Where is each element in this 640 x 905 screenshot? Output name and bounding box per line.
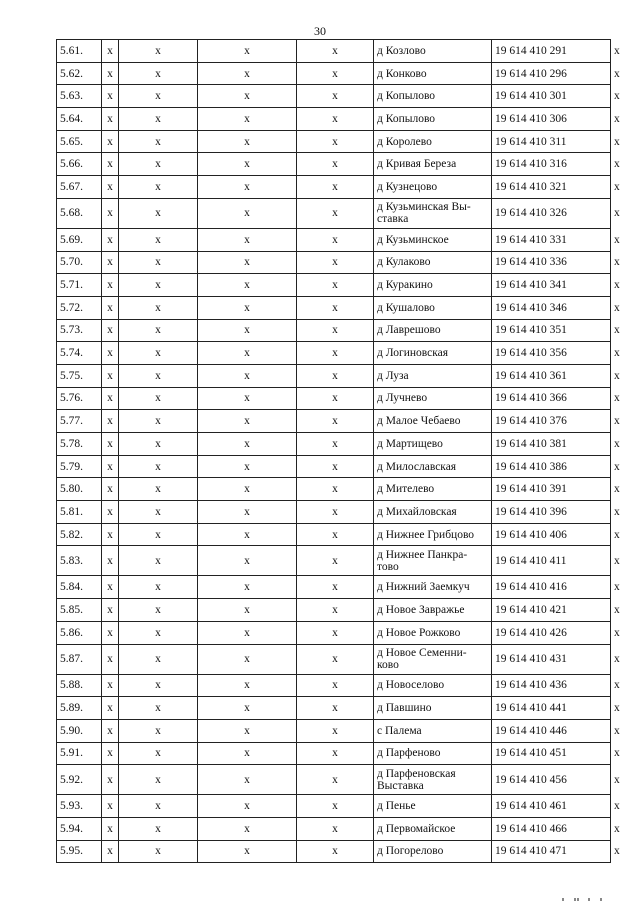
- cell-col3: x: [198, 85, 297, 108]
- cell-col2: x: [119, 176, 198, 199]
- cell-col1: x: [102, 576, 119, 599]
- cell-col4: x: [297, 795, 374, 818]
- cell-col2: x: [119, 153, 198, 176]
- settlement-name: д Мителево: [374, 478, 492, 501]
- settlement-name: д Малое Чебаево: [374, 410, 492, 433]
- settlement-name: д Новоселово: [374, 674, 492, 697]
- cell-col1: x: [102, 765, 119, 795]
- cell-col1: x: [102, 62, 119, 85]
- cell-col1: x: [102, 501, 119, 524]
- row-number: 5.65.: [57, 130, 102, 153]
- cell-col3: x: [198, 108, 297, 131]
- cell-col2: x: [119, 840, 198, 863]
- cell-col4: x: [297, 40, 374, 63]
- cell-col2: x: [119, 296, 198, 319]
- oktmo-code: 19 614 410 311: [492, 130, 611, 153]
- row-number: 5.85.: [57, 599, 102, 622]
- cell-col3: x: [198, 599, 297, 622]
- cell-col4: x: [297, 410, 374, 433]
- cell-col3: x: [198, 251, 297, 274]
- cell-col4: x: [297, 674, 374, 697]
- oktmo-code: 19 614 410 391: [492, 478, 611, 501]
- cell-col1: x: [102, 644, 119, 674]
- cell-col1: x: [102, 478, 119, 501]
- cell-col2: x: [119, 108, 198, 131]
- settlement-name: д Кузьминская Вы-ставка: [374, 198, 492, 228]
- cell-col3: x: [198, 433, 297, 456]
- cell-col4: x: [297, 274, 374, 297]
- row-number: 5.62.: [57, 62, 102, 85]
- settlement-name: д Лаврешово: [374, 319, 492, 342]
- cell-col4: x: [297, 742, 374, 765]
- cell-col1: x: [102, 674, 119, 697]
- table-row: 5.81. x x x x д Михайловская 19 614 410 396 x: [57, 501, 611, 524]
- row-number: 5.81.: [57, 501, 102, 524]
- table-body: [57, 40, 620, 863]
- cell-col4: x: [297, 319, 374, 342]
- table-row: 5.76. x x x x д Лучнево 19 614 410 366 x: [57, 387, 611, 410]
- settlement-name: д Нижний Заемкуч: [374, 576, 492, 599]
- oktmo-code: 19 614 410 321: [492, 176, 611, 199]
- cell-col4: x: [297, 840, 374, 863]
- cell-col2: x: [119, 546, 198, 576]
- cell-col2: x: [119, 228, 198, 251]
- cell-col3: x: [198, 387, 297, 410]
- cell-col1: x: [102, 319, 119, 342]
- cell-col3: x: [198, 644, 297, 674]
- table-row: 5.84. x x x x д Нижний Заемкуч 19 614 410 416 x: [57, 576, 611, 599]
- table-row: 5.80. x x x x д Мителево 19 614 410 391 x: [57, 478, 611, 501]
- cell-col4: x: [297, 228, 374, 251]
- cell-col4: x: [297, 62, 374, 85]
- cell-col1: x: [102, 85, 119, 108]
- cell-col1: x: [102, 599, 119, 622]
- oktmo-code: 19 614 410 431: [492, 644, 611, 674]
- settlement-name: д Погорелово: [374, 840, 492, 863]
- settlement-name: д Новое Семенни-ково: [374, 644, 492, 674]
- cell-col3: x: [198, 342, 297, 365]
- cell-col4: x: [297, 130, 374, 153]
- oktmo-code: 19 614 410 386: [492, 455, 611, 478]
- oktmo-code: 19 614 410 291: [492, 40, 611, 63]
- cell-col1: x: [102, 153, 119, 176]
- cell-col1: x: [102, 387, 119, 410]
- cell-col2: x: [119, 501, 198, 524]
- settlement-name: д Кушалово: [374, 296, 492, 319]
- row-number: 5.71.: [57, 274, 102, 297]
- row-number: 5.80.: [57, 478, 102, 501]
- table-row: 5.93. x x x x д Пенье 19 614 410 461 x: [57, 795, 611, 818]
- cell-col2: x: [119, 455, 198, 478]
- cell-col1: x: [102, 523, 119, 546]
- row-number: 5.90.: [57, 719, 102, 742]
- cell-col2: x: [119, 697, 198, 720]
- cell-col3: x: [198, 296, 297, 319]
- oktmo-code: 19 614 410 441: [492, 697, 611, 720]
- table-row: 5.75. x x x x д Луза 19 614 410 361 x: [57, 364, 611, 387]
- oktmo-code: 19 614 410 351: [492, 319, 611, 342]
- settlement-name: д Копылово: [374, 85, 492, 108]
- row-number: 5.88.: [57, 674, 102, 697]
- settlement-name: д Козлово: [374, 40, 492, 63]
- cell-col1: x: [102, 251, 119, 274]
- cell-col4: x: [297, 546, 374, 576]
- settlement-name: д Новое Завражье: [374, 599, 492, 622]
- settlement-name: д Первомайское: [374, 817, 492, 840]
- settlement-name: д Кривая Береза: [374, 153, 492, 176]
- row-number: 5.73.: [57, 319, 102, 342]
- cell-col2: x: [119, 742, 198, 765]
- cell-col1: x: [102, 621, 119, 644]
- cell-col4: x: [297, 296, 374, 319]
- table-row: 5.95. x x x x д Погорелово 19 614 410 471 x: [57, 840, 611, 863]
- cell-col1: x: [102, 108, 119, 131]
- cell-col1: x: [102, 130, 119, 153]
- cell-col1: x: [102, 228, 119, 251]
- cell-col3: x: [198, 546, 297, 576]
- settlement-name: д Мартищево: [374, 433, 492, 456]
- table-row: 5.89. x x x x д Павшино 19 614 410 441 x: [57, 697, 611, 720]
- cell-col1: x: [102, 697, 119, 720]
- scan-marks: [560, 898, 610, 901]
- cell-col3: x: [198, 621, 297, 644]
- row-number: 5.82.: [57, 523, 102, 546]
- cell-col2: x: [119, 478, 198, 501]
- oktmo-code: 19 614 410 381: [492, 433, 611, 456]
- oktmo-code: 19 614 410 406: [492, 523, 611, 546]
- cell-col2: x: [119, 765, 198, 795]
- settlement-name: д Новое Рожково: [374, 621, 492, 644]
- cell-col2: x: [119, 523, 198, 546]
- oktmo-code: 19 614 410 316: [492, 153, 611, 176]
- row-number: 5.94.: [57, 817, 102, 840]
- cell-col3: x: [198, 742, 297, 765]
- oktmo-code: 19 614 410 461: [492, 795, 611, 818]
- cell-col4: x: [297, 817, 374, 840]
- table-row: 5.73. x x x x д Лаврешово 19 614 410 351 x: [57, 319, 611, 342]
- oktmo-code: 19 614 410 376: [492, 410, 611, 433]
- oktmo-code: 19 614 410 366: [492, 387, 611, 410]
- row-number: 5.67.: [57, 176, 102, 199]
- cell-col1: x: [102, 364, 119, 387]
- cell-col1: x: [102, 840, 119, 863]
- oktmo-code: 19 614 410 411: [492, 546, 611, 576]
- table-row: 5.77. x x x x д Малое Чебаево 19 614 410 376 x: [57, 410, 611, 433]
- oktmo-code: 19 614 410 326: [492, 198, 611, 228]
- cell-col3: x: [198, 274, 297, 297]
- cell-col3: x: [198, 130, 297, 153]
- cell-col3: x: [198, 364, 297, 387]
- table-row: 5.72. x x x x д Кушалово 19 614 410 346 x: [57, 296, 611, 319]
- table-row: 5.79. x x x x д Милославская 19 614 410 386 x: [57, 455, 611, 478]
- row-number: 5.70.: [57, 251, 102, 274]
- settlement-name: д Конково: [374, 62, 492, 85]
- table-row: 5.87. x x x x д Новое Семенни-ково 19 614 410 431 x: [57, 644, 611, 674]
- row-number: 5.66.: [57, 153, 102, 176]
- cell-col2: x: [119, 364, 198, 387]
- settlement-name: д Кузнецово: [374, 176, 492, 199]
- table-row: 5.62. x x x x д Конково 19 614 410 296 x: [57, 62, 611, 85]
- row-number: 5.91.: [57, 742, 102, 765]
- row-number: 5.69.: [57, 228, 102, 251]
- cell-col1: x: [102, 296, 119, 319]
- cell-col2: x: [119, 198, 198, 228]
- cell-col4: x: [297, 719, 374, 742]
- cell-col1: x: [102, 455, 119, 478]
- cell-col2: x: [119, 62, 198, 85]
- cell-col2: x: [119, 795, 198, 818]
- row-number: 5.77.: [57, 410, 102, 433]
- cell-col3: x: [198, 576, 297, 599]
- cell-col3: x: [198, 410, 297, 433]
- oktmo-code: 19 614 410 436: [492, 674, 611, 697]
- page-number: 30: [314, 24, 326, 38]
- oktmo-code: 19 614 410 396: [492, 501, 611, 524]
- oktmo-code: 19 614 410 451: [492, 742, 611, 765]
- cell-col4: x: [297, 621, 374, 644]
- oktmo-code: 19 614 410 471: [492, 840, 611, 863]
- cell-col2: x: [119, 576, 198, 599]
- table-row: 5.91. x x x x д Парфеново 19 614 410 451 x: [57, 742, 611, 765]
- cell-col3: x: [198, 817, 297, 840]
- cell-col3: x: [198, 719, 297, 742]
- row-number: 5.83.: [57, 546, 102, 576]
- cell-col3: x: [198, 62, 297, 85]
- cell-col4: x: [297, 251, 374, 274]
- cell-col1: x: [102, 817, 119, 840]
- settlement-name: д Логиновская: [374, 342, 492, 365]
- cell-col2: x: [119, 387, 198, 410]
- settlements-table: [56, 39, 620, 863]
- settlement-name: с Палема: [374, 719, 492, 742]
- cell-col4: x: [297, 576, 374, 599]
- cell-col2: x: [119, 674, 198, 697]
- cell-col3: x: [198, 501, 297, 524]
- row-number: 5.61.: [57, 40, 102, 63]
- cell-col3: x: [198, 674, 297, 697]
- cell-col3: x: [198, 697, 297, 720]
- cell-col4: x: [297, 644, 374, 674]
- settlement-name: д Павшино: [374, 697, 492, 720]
- row-number: 5.89.: [57, 697, 102, 720]
- table-row: 5.70. x x x x д Кулаково 19 614 410 336 x: [57, 251, 611, 274]
- settlement-name: д Нижнее Грибцово: [374, 523, 492, 546]
- cell-col4: x: [297, 387, 374, 410]
- cell-col3: x: [198, 198, 297, 228]
- cell-col1: x: [102, 795, 119, 818]
- oktmo-code: 19 614 410 346: [492, 296, 611, 319]
- cell-col3: x: [198, 765, 297, 795]
- settlement-name: д Куракино: [374, 274, 492, 297]
- table-row: 5.92. x x x x д Парфеновская Выставка 19 614 410 456 x: [57, 765, 611, 795]
- cell-col4: x: [297, 433, 374, 456]
- table-row: 5.82. x x x x д Нижнее Грибцово 19 614 410 406 x: [57, 523, 611, 546]
- cell-col1: x: [102, 719, 119, 742]
- cell-col4: x: [297, 697, 374, 720]
- cell-col2: x: [119, 817, 198, 840]
- oktmo-code: 19 614 410 446: [492, 719, 611, 742]
- row-number: 5.86.: [57, 621, 102, 644]
- cell-col3: x: [198, 228, 297, 251]
- cell-col2: x: [119, 274, 198, 297]
- table-row: 5.74. x x x x д Логиновская 19 614 410 356 x: [57, 342, 611, 365]
- oktmo-code: 19 614 410 341: [492, 274, 611, 297]
- table-row: 5.65. x x x x д Королево 19 614 410 311 x: [57, 130, 611, 153]
- cell-col2: x: [119, 410, 198, 433]
- settlement-name: д Кузьминское: [374, 228, 492, 251]
- table-row: 5.61. x x x x д Козлово 19 614 410 291 x: [57, 40, 611, 63]
- table-row: 5.90. x x x x с Палема 19 614 410 446 x: [57, 719, 611, 742]
- settlement-name: д Луза: [374, 364, 492, 387]
- cell-col1: x: [102, 176, 119, 199]
- row-number: 5.76.: [57, 387, 102, 410]
- table-row: 5.67. x x x x д Кузнецово 19 614 410 321 x: [57, 176, 611, 199]
- cell-col4: x: [297, 599, 374, 622]
- cell-col4: x: [297, 153, 374, 176]
- cell-col1: x: [102, 198, 119, 228]
- table-row: 5.63. x x x x д Копылово 19 614 410 301 x: [57, 85, 611, 108]
- cell-col4: x: [297, 198, 374, 228]
- oktmo-code: 19 614 410 356: [492, 342, 611, 365]
- cell-col1: x: [102, 433, 119, 456]
- table-row: 5.83. x x x x д Нижнее Панкра-тово 19 614 410 411 x: [57, 546, 611, 576]
- cell-col2: x: [119, 130, 198, 153]
- cell-col3: x: [198, 523, 297, 546]
- oktmo-code: 19 614 410 306: [492, 108, 611, 131]
- table-row: 5.66. x x x x д Кривая Береза 19 614 410 316 x: [57, 153, 611, 176]
- settlement-name: д Королево: [374, 130, 492, 153]
- oktmo-code: 19 614 410 361: [492, 364, 611, 387]
- oktmo-code: 19 614 410 421: [492, 599, 611, 622]
- row-number: 5.92.: [57, 765, 102, 795]
- settlement-name: д Копылово: [374, 108, 492, 131]
- oktmo-code: 19 614 410 416: [492, 576, 611, 599]
- table-row: 5.88. x x x x д Новоселово 19 614 410 436 x: [57, 674, 611, 697]
- settlement-name: д Кулаково: [374, 251, 492, 274]
- cell-col4: x: [297, 342, 374, 365]
- cell-col3: x: [198, 455, 297, 478]
- table-row: 5.85. x x x x д Новое Завражье 19 614 410 421 x: [57, 599, 611, 622]
- cell-col3: x: [198, 153, 297, 176]
- settlement-name: д Парфеново: [374, 742, 492, 765]
- table-row: 5.78. x x x x д Мартищево 19 614 410 381 x: [57, 433, 611, 456]
- settlement-name: д Пенье: [374, 795, 492, 818]
- cell-col1: x: [102, 342, 119, 365]
- row-number: 5.75.: [57, 364, 102, 387]
- table-row: 5.71. x x x x д Куракино 19 614 410 341 x: [57, 274, 611, 297]
- oktmo-code: 19 614 410 296: [492, 62, 611, 85]
- table-row: 5.69. x x x x д Кузьминское 19 614 410 331 x: [57, 228, 611, 251]
- cell-col2: x: [119, 40, 198, 63]
- oktmo-code: 19 614 410 301: [492, 85, 611, 108]
- cell-col1: x: [102, 742, 119, 765]
- cell-col2: x: [119, 342, 198, 365]
- row-number: 5.93.: [57, 795, 102, 818]
- table-row: 5.64. x x x x д Копылово 19 614 410 306 x: [57, 108, 611, 131]
- cell-col1: x: [102, 546, 119, 576]
- cell-col3: x: [198, 40, 297, 63]
- oktmo-code: 19 614 410 466: [492, 817, 611, 840]
- cell-col3: x: [198, 478, 297, 501]
- row-number: 5.84.: [57, 576, 102, 599]
- settlement-name: д Милославская: [374, 455, 492, 478]
- cell-col3: x: [198, 840, 297, 863]
- oktmo-code: 19 614 410 426: [492, 621, 611, 644]
- oktmo-code: 19 614 410 331: [492, 228, 611, 251]
- cell-col4: x: [297, 108, 374, 131]
- row-number: 5.74.: [57, 342, 102, 365]
- cell-col2: x: [119, 644, 198, 674]
- cell-col3: x: [198, 795, 297, 818]
- row-number: 5.95.: [57, 840, 102, 863]
- table-row: 5.94. x x x x д Первомайское 19 614 410 466 x: [57, 817, 611, 840]
- cell-col3: x: [198, 176, 297, 199]
- cell-col1: x: [102, 274, 119, 297]
- oktmo-code: 19 614 410 456: [492, 765, 611, 795]
- cell-col4: x: [297, 765, 374, 795]
- cell-col4: x: [297, 85, 374, 108]
- cell-col2: x: [119, 433, 198, 456]
- cell-col2: x: [119, 319, 198, 342]
- cell-col3: x: [198, 319, 297, 342]
- settlement-name: д Нижнее Панкра-тово: [374, 546, 492, 576]
- cell-col2: x: [119, 621, 198, 644]
- row-number: 5.68.: [57, 198, 102, 228]
- cell-col2: x: [119, 85, 198, 108]
- row-number: 5.87.: [57, 644, 102, 674]
- row-number: 5.64.: [57, 108, 102, 131]
- row-number: 5.79.: [57, 455, 102, 478]
- settlement-name: д Лучнево: [374, 387, 492, 410]
- cell-col1: x: [102, 40, 119, 63]
- settlement-name: д Парфеновская Выставка: [374, 765, 492, 795]
- cell-col2: x: [119, 599, 198, 622]
- cell-col4: x: [297, 523, 374, 546]
- row-number: 5.63.: [57, 85, 102, 108]
- row-number: 5.72.: [57, 296, 102, 319]
- cell-col4: x: [297, 501, 374, 524]
- row-number: 5.78.: [57, 433, 102, 456]
- cell-col4: x: [297, 364, 374, 387]
- cell-col1: x: [102, 410, 119, 433]
- table-row: 5.68. x x x x д Кузьминская Вы-ставка 19 614 410 326 x: [57, 198, 611, 228]
- cell-col2: x: [119, 719, 198, 742]
- cell-col4: x: [297, 478, 374, 501]
- cell-col4: x: [297, 455, 374, 478]
- cell-col2: x: [119, 251, 198, 274]
- table-row: 5.86. x x x x д Новое Рожково 19 614 410 426 x: [57, 621, 611, 644]
- cell-col4: x: [297, 176, 374, 199]
- settlement-name: д Михайловская: [374, 501, 492, 524]
- oktmo-code: 19 614 410 336: [492, 251, 611, 274]
